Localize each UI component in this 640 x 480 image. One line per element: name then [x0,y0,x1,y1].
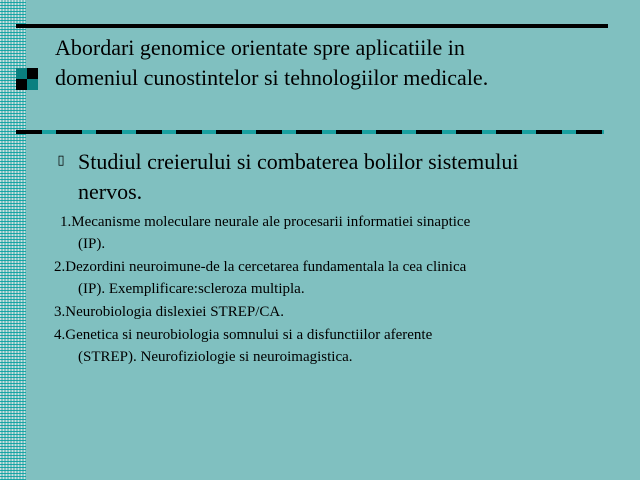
sub-item-list [54,211,634,369]
list-item-text: 4.Genetica si neurobiologia somnului si a disfunctiilor aferente [54,327,433,343]
squares-decoration-icon [16,68,38,90]
list-item-text: 2.Dezordini neuroimune-de la cercetarea fundamentala la cea clinica [54,259,467,275]
list-item [54,301,634,323]
slide-title [55,33,615,93]
slide-title-line: Abordari genomice orientate spre aplicatiile in [55,35,465,60]
main-bullet [78,147,618,207]
top-rule [16,24,608,28]
slide-title-line: domeniul cunostintelor si tehnologiilor medicale. [55,65,489,90]
main-bullet-line: nervos. [78,179,143,204]
list-item-text: 3.Neurobiologia dislexiei STREP/CA. [54,304,284,320]
main-bullet-line: Studiul creierului si combaterea bolilor sistemului [78,149,519,174]
list-item-text: 1.Mecanisme moleculare neurale ale procesarii informatiei sinaptice [60,214,471,230]
list-item [54,324,634,368]
dashed-divider [16,130,604,134]
list-item-continuation: (IP). [78,236,106,252]
list-item-continuation: (STREP). Neurofiziologie si neuroimagistica. [78,349,353,365]
bullet-icon: ▯ [57,152,65,167]
list-item-continuation: (IP). Exemplificare:scleroza multipla. [78,281,305,297]
list-item [54,256,634,300]
list-item [54,211,634,255]
